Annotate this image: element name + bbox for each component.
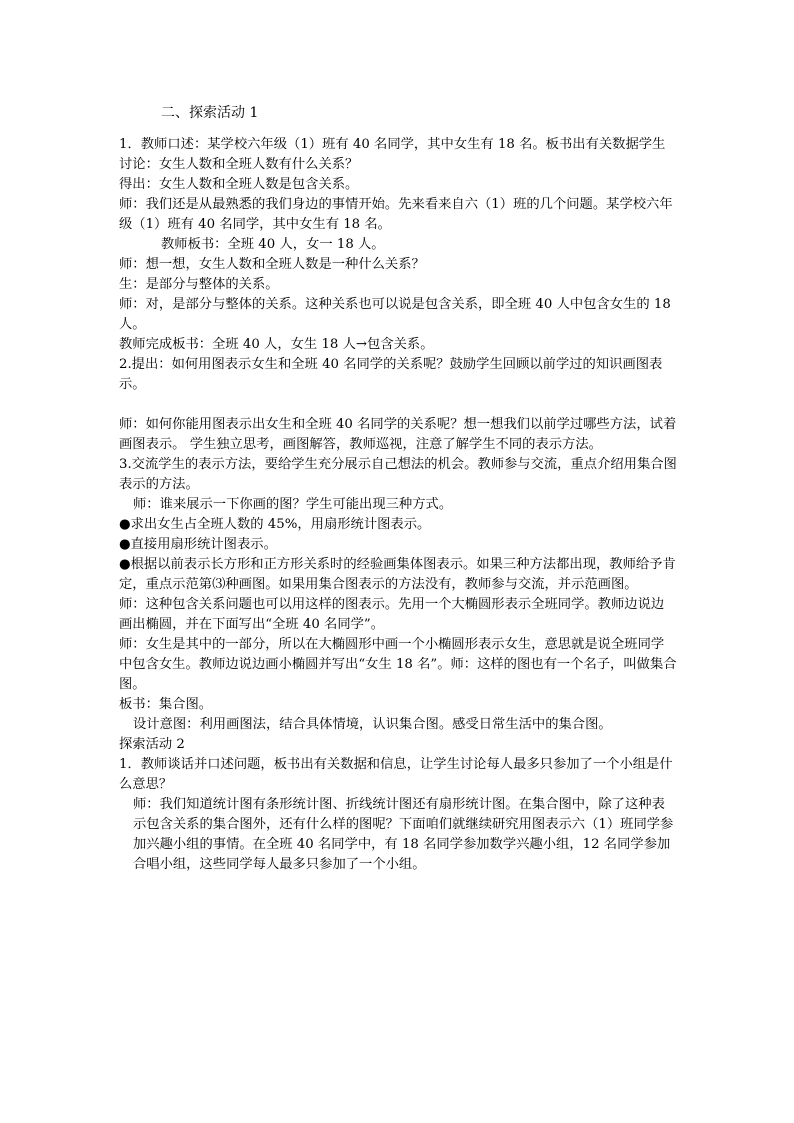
- paragraph: 师：我们知道统计图有条形统计图、折线统计图还有扇形统计图。在集合图中，除了这种表示包含关系的集合图外，还有什么样的图呢？下面咱们就继续研究用图表示六（1）班同学参加兴趣小组的事情。在全班 40 名同学中，有 18 名同学参加数学兴趣小组，12 名同学参加合唱小组，这些同学每人最多只参加了一个小组。: [133, 797, 674, 872]
- paragraph: 生：是部分与整体的关系。: [119, 277, 279, 292]
- paragraph: 教师板书：全班 40 人，女一 18 人。: [161, 237, 385, 252]
- paragraph: 得出：女生人数和全班人数是包含关系。: [119, 177, 359, 192]
- paragraph: 师：我们还是从最熟悉的我们身边的事情开始。先来看来自六（1）班的几个问题。某学校六年级（1）班有 40 名同学，其中女生有 18 名。: [119, 197, 673, 232]
- section-heading-activity-1: 二、探索活动 1: [161, 105, 259, 121]
- bullet-item: ●直接用扇形统计图表示。: [119, 537, 277, 552]
- paragraph: 师：对，是部分与整体的关系。这种关系也可以说是包含关系，即全班 40 人中包含女生的 18 人。: [119, 297, 671, 332]
- paragraph: 板书：集合图。: [119, 697, 213, 712]
- design-intent: 设计意图：利用画图法，结合具体情境，认识集合图。感受日常生活中的集合图。: [133, 717, 612, 732]
- paragraph: 师：想一想，女生人数和全班人数是一种什么关系？: [119, 257, 425, 272]
- paragraph: 师：这种包含关系问题也可以用这样的图表示。先用一个大椭圆形表示全班同学。教师边说边画出椭圆，并在下面写出“全班 40 名同学”。: [119, 597, 665, 632]
- paragraph: 1．教师口述：某学校六年级（1）班有 40 名同学，其中女生有 18 名。板书出有关数据学生讨论：女生人数和全班人数有什么关系？: [119, 137, 666, 172]
- paragraph: 3.交流学生的表示方法，要给学生充分展示自己想法的机会。教师参与交流，重点介绍用集合图表示的方法。: [119, 457, 677, 492]
- section-heading-activity-2: 探索活动 2: [119, 737, 185, 752]
- paragraph: 教师完成板书：全班 40 人，女生 18 人→包含关系。: [119, 337, 434, 352]
- paragraph: 2.提出：如何用图表示女生和全班 40 名同学的关系呢？鼓励学生回顾以前学过的知识画图表示。: [119, 357, 663, 392]
- document-body: [119, 103, 677, 875]
- paragraph: 师：谁来展示一下你画的图？学生可能出现三种方式。: [133, 497, 453, 512]
- paragraph: 1．教师谈话并口述问题，板书出有关数据和信息，让学生讨论每人最多只参加了一个小组是什么意思？: [119, 757, 673, 792]
- paragraph: 师：女生是其中的一部分，所以在大椭圆形中画一个小椭圆形表示女生，意思就是说全班同学中包含女生。教师边说边画小椭圆并写出“女生 18 名”。师：这样的图也有一个名子，叫做集合图。: [119, 637, 677, 692]
- bullet-item: ●求出女生占全班人数的 45%，用扇形统计图表示。: [119, 517, 431, 532]
- blank-line: [119, 395, 677, 415]
- bullet-item: ●根据以前表示长方形和正方形关系时的经验画集体图表示。如果三种方法都出现，教师给予肯定，重点示范第⑶种画图。如果用集合图表示的方法没有，教师参与交流，并示范画图。: [119, 557, 676, 592]
- paragraph: 师：如何你能用图表示出女生和全班 40 名同学的关系呢？想一想我们以前学过哪些方法，试着画图表示。 学生独立思考，画图解答，教师巡视，注意了解学生不同的表示方法。: [119, 417, 677, 452]
